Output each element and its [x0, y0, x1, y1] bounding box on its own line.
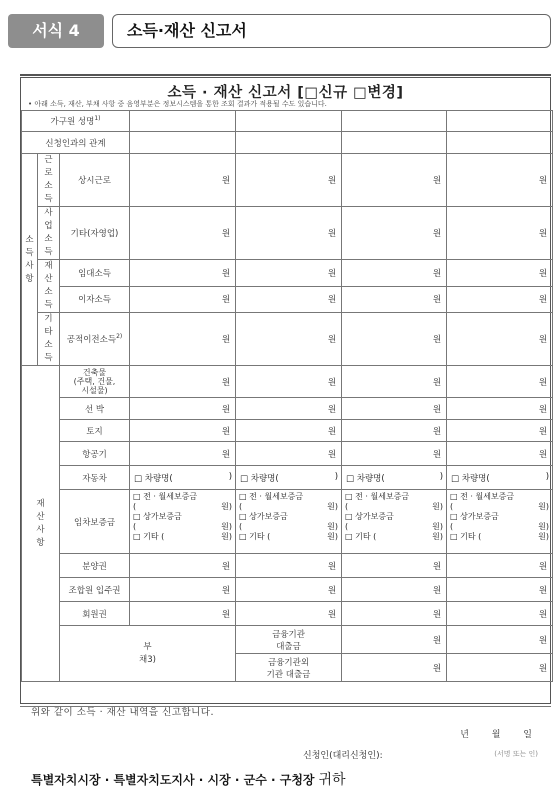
vehicle-close-paren: ): [228, 471, 233, 482]
declaration-area: [21, 682, 550, 807]
income-amount-2[interactable]: 원: [236, 154, 342, 207]
household-name-cell-3[interactable]: [342, 111, 447, 132]
income-row: [22, 286, 553, 313]
property-amount-2[interactable]: 원: [236, 420, 342, 442]
household-name-text: 가구원 성명: [50, 117, 95, 127]
applicant-label: 신청인(대리신청인):: [303, 751, 383, 761]
form-number-badge: 서식 4: [8, 14, 104, 48]
vehicle-cell-2[interactable]: [236, 466, 342, 490]
household-name-cell-1[interactable]: [130, 111, 236, 132]
property-row-label: 조합원 입주권: [60, 578, 130, 602]
deposit-line: [133, 512, 232, 522]
income-amount-1[interactable]: 원: [130, 286, 236, 313]
property-row: [22, 554, 553, 578]
income-amount-3[interactable]: 원: [342, 286, 447, 313]
deposit-jeonse-checkbox[interactable]: □ 전 · 월세보증금: [133, 492, 198, 501]
income-row: [22, 154, 553, 207]
household-name-footnote: 1): [94, 115, 101, 123]
deposit-line: [239, 532, 338, 542]
property-row-label: 선 박: [60, 398, 130, 420]
debt-row-label: 금융기관외 기관 대출금: [236, 654, 342, 682]
deposit-jeonse-checkbox[interactable]: □ 전 · 월세보증금: [345, 492, 410, 501]
header-bar: [8, 14, 551, 48]
deposit-won-unit: 원): [221, 532, 233, 541]
deposit-won-unit: 원): [327, 502, 339, 511]
deposit-line: [450, 522, 549, 532]
property-amount-4[interactable]: 원: [447, 578, 553, 602]
property-amount-1[interactable]: 원: [130, 398, 236, 420]
property-amount-1[interactable]: 원: [130, 554, 236, 578]
property-row-label: 항공기: [60, 442, 130, 466]
deposit-cell-4[interactable]: [447, 490, 553, 554]
relation-cell-4[interactable]: [447, 132, 553, 154]
top-rule: [20, 74, 551, 76]
deposit-line: [345, 532, 443, 542]
property-row-label: 분양권: [60, 554, 130, 578]
household-name-label: [22, 111, 130, 132]
vehicle-name-field[interactable]: □ 차량명(: [134, 473, 173, 484]
deposit-line: [450, 492, 549, 502]
debt-group-label: 부 채3): [60, 626, 236, 682]
form-note: • 아래 소득, 재산, 부채 사항 중 음영부분은 정보시스템을 통한 조회 결과가 적용될 수도 있습니다.: [28, 100, 327, 108]
deposit-line: [133, 522, 232, 532]
deposit-won-unit: 원): [538, 502, 550, 511]
property-amount-3[interactable]: 원: [342, 578, 447, 602]
deposit-line: [345, 512, 443, 522]
deposit-won-unit: 원): [327, 532, 339, 541]
property-amount-1[interactable]: 원: [130, 442, 236, 466]
deposit-jeonse-checkbox[interactable]: □ 전 · 월세보증금: [450, 492, 515, 501]
deposit-cell-3[interactable]: [342, 490, 447, 554]
property-group-label: 재 산 사 항: [22, 366, 60, 682]
form-title: 소득 · 재산 신고서 [□신규 □변경]: [167, 85, 404, 101]
income-amount-4[interactable]: 원: [447, 154, 553, 207]
property-row: [22, 442, 553, 466]
property-amount-4[interactable]: 원: [447, 366, 553, 398]
deposit-line: [133, 502, 232, 512]
property-row-label: 건축물 (주택, 건물, 시설물): [60, 366, 130, 398]
deposit-other-checkbox[interactable]: □ 기타 (: [133, 532, 165, 541]
income-amount-2[interactable]: 원: [236, 207, 342, 260]
income-property-form: [20, 77, 551, 788]
property-amount-1[interactable]: 원: [130, 420, 236, 442]
property-amount-1[interactable]: 원: [130, 578, 236, 602]
property-row: [22, 602, 553, 626]
relation-cell-3[interactable]: [342, 132, 447, 154]
property-amount-4[interactable]: 원: [447, 442, 553, 466]
property-amount-2[interactable]: 원: [236, 554, 342, 578]
vehicle-name-field[interactable]: □ 차량명(: [451, 473, 490, 484]
deposit-store-checkbox[interactable]: □ 상가보증금: [133, 512, 182, 521]
deposit-won-unit: 원): [538, 522, 550, 531]
property-amount-1[interactable]: 원: [130, 602, 236, 626]
vehicle-name-field[interactable]: □ 차량명(: [346, 473, 385, 484]
income-amount-1[interactable]: 원: [130, 207, 236, 260]
income-row-label: 이자소득: [60, 286, 130, 313]
deposit-open-paren: (: [450, 502, 454, 511]
property-row: [22, 578, 553, 602]
deposit-other-checkbox[interactable]: □ 기타 (: [450, 532, 482, 541]
relation-label: 신청인과의 관계: [22, 132, 130, 154]
deposit-open-paren: (: [239, 522, 243, 531]
vehicle-cell-3[interactable]: [342, 466, 447, 490]
income-row-label: [60, 313, 130, 366]
property-amount-4[interactable]: 원: [447, 398, 553, 420]
income-row-label-text: 공적이전소득: [66, 335, 117, 345]
income-amount-4[interactable]: 원: [447, 260, 553, 287]
deposit-line: [133, 532, 232, 542]
property-row-label: 회원권: [60, 602, 130, 626]
deposit-won-unit: 원): [221, 502, 233, 511]
income-amount-2[interactable]: 원: [236, 260, 342, 287]
vehicle-name-field[interactable]: □ 차량명(: [240, 473, 279, 484]
date-line[interactable]: 년 월 일: [460, 730, 532, 740]
vehicle-close-paren: ): [334, 471, 339, 482]
deposit-line: [239, 502, 338, 512]
property-amount-2[interactable]: 원: [236, 366, 342, 398]
debt-row-label: 금융기관 대출금: [236, 626, 342, 654]
income-row: [22, 207, 553, 260]
property-row: [22, 420, 553, 442]
property-row: [22, 398, 553, 420]
income-row-label: 상시근로: [60, 154, 130, 207]
income-amount-3[interactable]: 원: [342, 154, 447, 207]
deposit-won-unit: 원): [432, 532, 444, 541]
vehicle-cell-1[interactable]: [130, 466, 236, 490]
recipient-offices: 특별자치시장 · 특별자치도지사 · 시장 · 군수 · 구청장: [31, 773, 315, 787]
deposit-won-unit: 원): [432, 502, 444, 511]
income-group-label: 소 득 사 항: [22, 154, 38, 366]
deposit-open-paren: (: [345, 522, 349, 531]
deposit-cell-2[interactable]: [236, 490, 342, 554]
deposit-won-unit: 원): [327, 522, 339, 531]
form-title-area: [21, 78, 550, 110]
deposit-jeonse-checkbox[interactable]: □ 전 · 월세보증금: [239, 492, 304, 501]
deposit-won-unit: 원): [432, 522, 444, 531]
debt-amount-1[interactable]: 원: [342, 626, 447, 654]
income-amount-4[interactable]: 원: [447, 207, 553, 260]
property-amount-4[interactable]: 원: [447, 602, 553, 626]
property-amount-4[interactable]: 원: [447, 420, 553, 442]
deposit-open-paren: (: [345, 502, 349, 511]
relation-row: [22, 132, 553, 154]
deposit-won-unit: 원): [538, 532, 550, 541]
deposit-line: [239, 522, 338, 532]
vehicle-cell-4[interactable]: [447, 466, 553, 490]
income-row: [22, 260, 553, 287]
deposit-line: [239, 512, 338, 522]
deposit-line: [239, 492, 338, 502]
deposit-won-unit: 원): [221, 522, 233, 531]
deposit-other-checkbox[interactable]: □ 기타 (: [239, 532, 271, 541]
income-amount-4[interactable]: 원: [447, 313, 553, 366]
property-amount-2[interactable]: 원: [236, 398, 342, 420]
deposit-open-paren: (: [133, 502, 137, 511]
relation-cell-1[interactable]: [130, 132, 236, 154]
deposit-open-paren: (: [450, 522, 454, 531]
income-amount-2[interactable]: 원: [236, 313, 342, 366]
income-row: [22, 313, 553, 366]
property-amount-3[interactable]: 원: [342, 442, 447, 466]
income-amount-1[interactable]: 원: [130, 313, 236, 366]
property-amount-2[interactable]: 원: [236, 442, 342, 466]
deposit-line: [450, 512, 549, 522]
property-amount-3[interactable]: 원: [342, 554, 447, 578]
deposit-label: 임차보증금: [60, 490, 130, 554]
income-sub-label: 사업 소득: [38, 207, 60, 260]
income-amount-3[interactable]: 원: [342, 313, 447, 366]
household-name-cell-4[interactable]: [447, 111, 553, 132]
income-row-label: 기타(자영업): [60, 207, 130, 260]
header-title: 소득·재산 신고서: [112, 14, 551, 48]
recipient: [31, 769, 346, 789]
deposit-line: [345, 502, 443, 512]
income-amount-3[interactable]: 원: [342, 260, 447, 287]
deposit-line: [345, 522, 443, 532]
debt-row: [22, 626, 553, 654]
deposit-open-paren: (: [133, 522, 137, 531]
income-amount-2[interactable]: 원: [236, 286, 342, 313]
deposit-row: [22, 490, 553, 554]
debt-amount-2[interactable]: 원: [447, 626, 553, 654]
deposit-store-checkbox[interactable]: □ 상가보증금: [239, 512, 288, 521]
bottom-rule: [20, 706, 551, 707]
property-amount-3[interactable]: 원: [342, 602, 447, 626]
deposit-store-checkbox[interactable]: □ 상가보증금: [450, 512, 499, 521]
vehicle-row: [22, 466, 553, 490]
household-name-cell-2[interactable]: [236, 111, 342, 132]
debt-amount-1[interactable]: 원: [342, 654, 447, 682]
property-row: [22, 366, 553, 398]
deposit-other-checkbox[interactable]: □ 기타 (: [345, 532, 377, 541]
form-table: [21, 110, 553, 682]
vehicle-close-paren: ): [545, 471, 550, 482]
deposit-open-paren: (: [239, 502, 243, 511]
declaration-text: 위와 같이 소득 · 재산 내역을 신고합니다.: [31, 707, 214, 718]
debt-amount-2[interactable]: 원: [447, 654, 553, 682]
property-amount-2[interactable]: 원: [236, 578, 342, 602]
recipient-suffix: 귀하: [318, 772, 346, 788]
household-name-row: [22, 111, 553, 132]
property-amount-2[interactable]: 원: [236, 602, 342, 626]
income-amount-4[interactable]: 원: [447, 286, 553, 313]
vehicle-label: 자동차: [60, 466, 130, 490]
property-amount-3[interactable]: 원: [342, 366, 447, 398]
property-amount-3[interactable]: 원: [342, 398, 447, 420]
income-amount-1[interactable]: 원: [130, 260, 236, 287]
deposit-line: [345, 492, 443, 502]
property-amount-4[interactable]: 원: [447, 554, 553, 578]
property-amount-3[interactable]: 원: [342, 420, 447, 442]
income-row-footnote: 2): [116, 333, 123, 341]
signature-note[interactable]: (서명 또는 인): [494, 750, 538, 758]
property-row-label: 토지: [60, 420, 130, 442]
deposit-line: [450, 532, 549, 542]
income-sub-label: 재산 소득: [38, 260, 60, 313]
income-sub-label: 근로 소득: [38, 154, 60, 207]
relation-cell-2[interactable]: [236, 132, 342, 154]
deposit-line: [133, 492, 232, 502]
income-amount-3[interactable]: 원: [342, 207, 447, 260]
income-row-label: 임대소득: [60, 260, 130, 287]
vehicle-close-paren: ): [439, 471, 444, 482]
income-amount-1[interactable]: 원: [130, 154, 236, 207]
deposit-line: [450, 502, 549, 512]
deposit-store-checkbox[interactable]: □ 상가보증금: [345, 512, 394, 521]
deposit-cell-1[interactable]: [130, 490, 236, 554]
income-sub-label: 기타 소득: [38, 313, 60, 366]
property-amount-1[interactable]: 원: [130, 366, 236, 398]
